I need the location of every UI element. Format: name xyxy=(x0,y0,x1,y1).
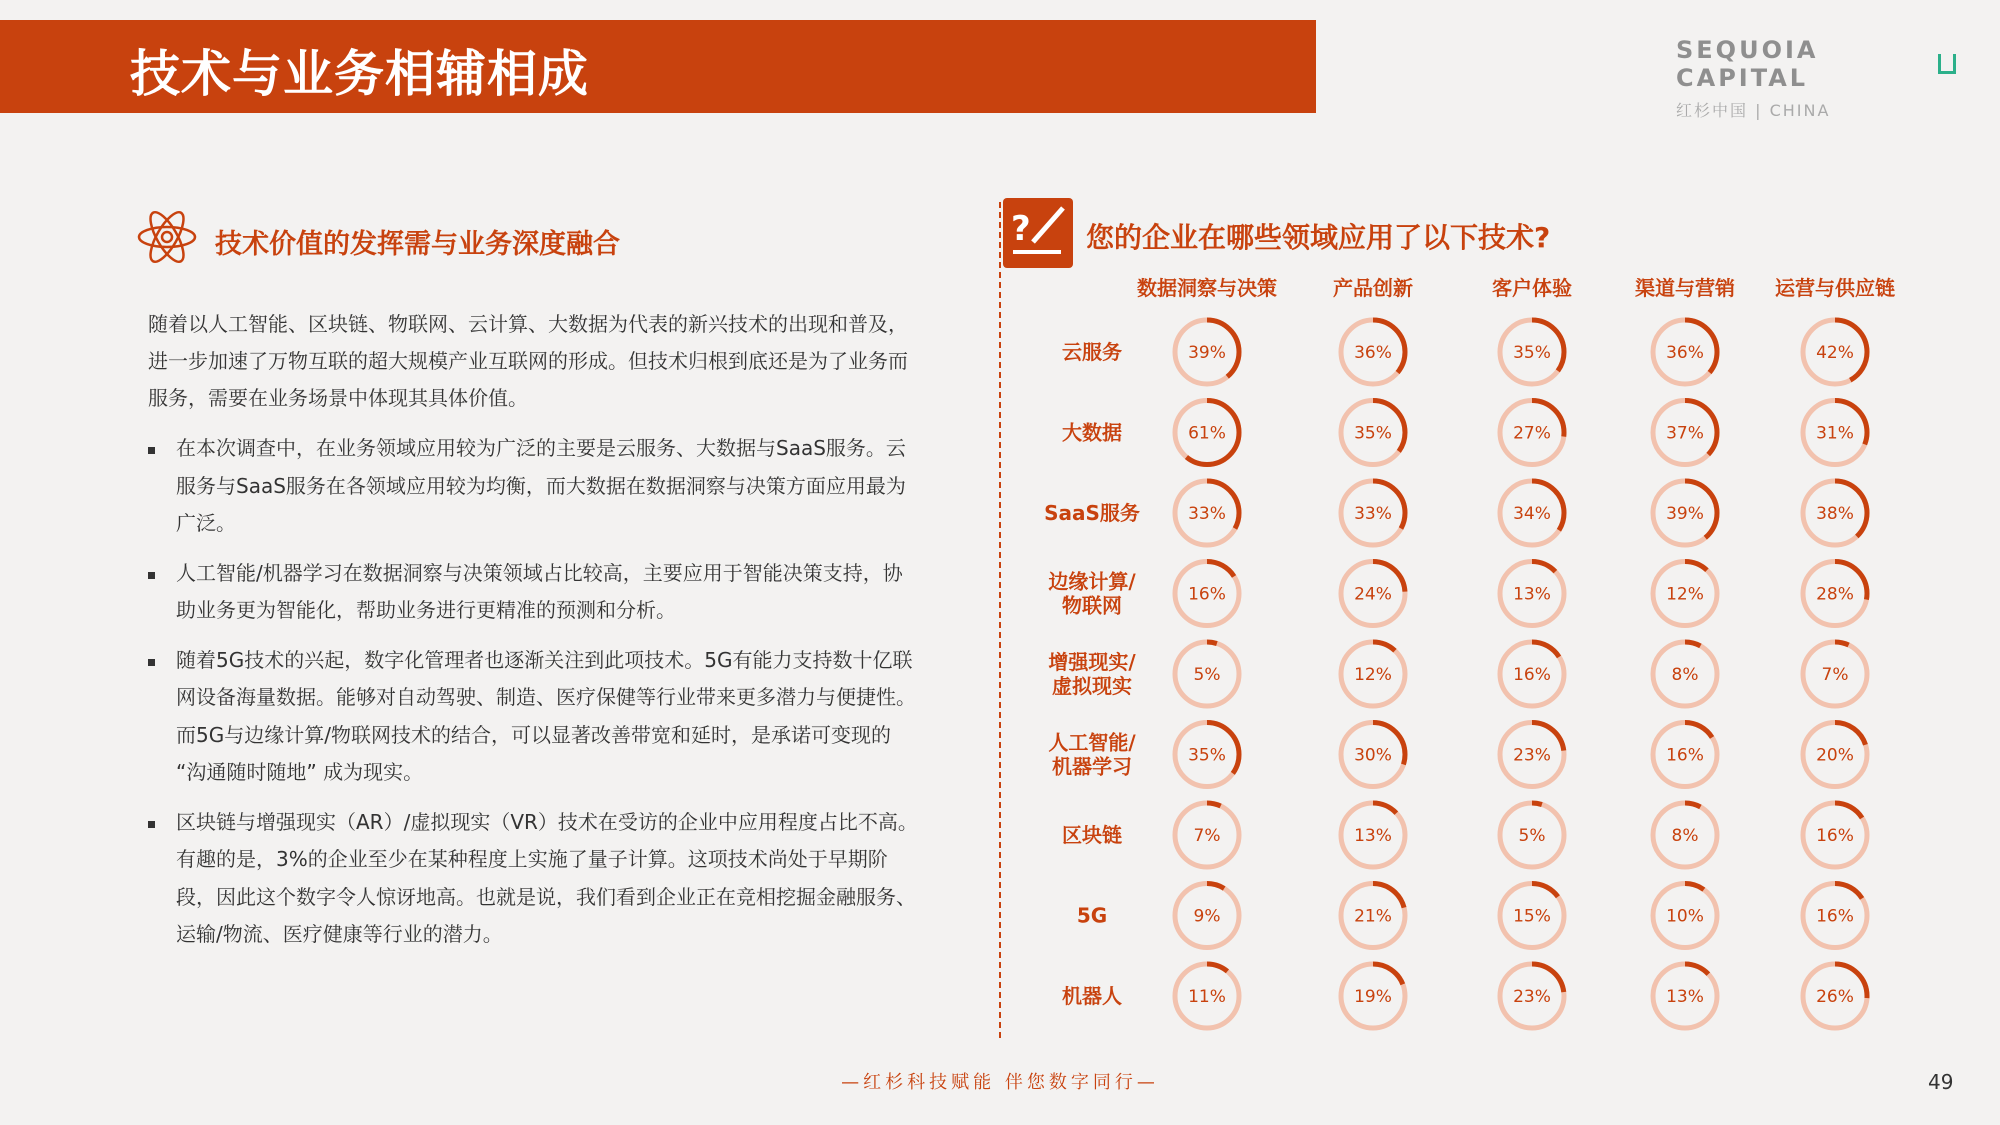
column-header: 渠道与营销 xyxy=(1635,276,1735,300)
row-label: 人工智能/ xyxy=(1048,730,1136,755)
donut-value-label: 10% xyxy=(1666,906,1704,927)
donut-value-label: 37% xyxy=(1666,423,1704,444)
donut-value-label: 16% xyxy=(1513,665,1551,685)
donut-value-label: 23% xyxy=(1513,745,1551,766)
atom-icon xyxy=(136,206,198,268)
donut-value-label: 12% xyxy=(1666,584,1704,605)
row-label: 增强现实/ xyxy=(1048,650,1136,674)
column-header: 数据洞察与决策 xyxy=(1137,276,1277,300)
row-label: 大数据 xyxy=(1062,420,1122,445)
donut-value-label: 24% xyxy=(1354,584,1392,605)
bullet-text: 随着5G技术的兴起，数字化管理者也逐渐关注到此项技术。5G有能力支持数十亿联网设备海量数据。能够对自动驾驶、制造、医疗保健等行业带来更多潜力与便捷性。而5G与边缘计算/物联网技术的结合，可以显著改善带宽和延时，是承诺可变现的 “沟通随时随地” 成为现实。 xyxy=(176,647,916,784)
row-label: 虚拟现实 xyxy=(1052,674,1132,698)
donut-value-label: 7% xyxy=(1821,665,1849,685)
donut-value-label: 19% xyxy=(1354,987,1392,1007)
donut-value-label: 35% xyxy=(1354,423,1392,444)
donut-value-label: 30% xyxy=(1354,745,1392,766)
chart-question: 您的企业在哪些领域应用了以下技术? xyxy=(1086,221,1551,254)
bullet-text: 人工智能/机器学习在数据洞察与决策领域占比较高，主要应用于智能决策支持，协助业务更为智能化，帮助业务进行更精准的预测和分析。 xyxy=(176,560,903,622)
svg-text:?: ? xyxy=(1011,209,1031,249)
donut-value-label: 61% xyxy=(1188,423,1226,444)
bullet-text: 区块链与增强现实（AR）/虚拟现实（VR）技术在受访的企业中应用程度占比不高。有趣的是，3%的企业至少在某种程度上实施了量子计算。这项技术尚处于早期阶段，因此这个数字令人惊讶地高。也就是说，我们看到企业正在竞相挖掘金融服务、运输/物流、医疗健康等行业的潜力。 xyxy=(176,809,918,946)
bullet-item xyxy=(148,555,918,630)
donut-value-label: 13% xyxy=(1666,987,1704,1007)
donut-value-label: 21% xyxy=(1354,906,1392,927)
donut-value-label: 31% xyxy=(1816,423,1854,444)
donut-value-label: 27% xyxy=(1513,423,1551,444)
donut-value-label: 13% xyxy=(1354,826,1392,846)
donut-value-label: 33% xyxy=(1354,504,1392,524)
row-label: 物联网 xyxy=(1062,593,1122,618)
bullet-item xyxy=(148,642,918,792)
dashed-divider xyxy=(999,202,1001,1038)
bullet-item xyxy=(148,430,918,543)
intro-paragraph: 随着以人工智能、区块链、物联网、云计算、大数据为代表的新兴技术的出现和普及，进一步加速了万物互联的超大规模产业互联网的形成。但技术归根到底还是为了业务而服务，需要在业务场景中体现其具体价值。 xyxy=(148,312,908,410)
donut-value-label: 7% xyxy=(1193,826,1221,846)
page-number: 49 xyxy=(1928,1070,1954,1094)
row-label: 边缘计算/ xyxy=(1048,569,1136,594)
donut-value-label: 35% xyxy=(1188,745,1226,766)
bullet-marker xyxy=(148,447,155,454)
row-label: 机器学习 xyxy=(1052,754,1132,779)
logo-name: SEQUOIA CAPITAL xyxy=(1676,36,1819,92)
donut-value-label: 16% xyxy=(1188,584,1226,605)
logo-mark-icon xyxy=(1938,54,1956,74)
donut-value-label: 12% xyxy=(1354,665,1392,685)
donut-value-label: 13% xyxy=(1513,584,1551,605)
bullet-marker xyxy=(148,572,155,579)
sequoia-logo xyxy=(1676,36,1956,121)
donut-value-label: 8% xyxy=(1671,665,1699,685)
page-title: 技术与业务相辅相成 xyxy=(130,45,589,103)
donut-value-label: 16% xyxy=(1816,826,1854,846)
donut-value-label: 8% xyxy=(1671,826,1699,846)
row-label: 云服务 xyxy=(1062,340,1122,364)
donut-value-label: 39% xyxy=(1188,343,1226,363)
donut-value-label: 20% xyxy=(1816,745,1854,766)
donut-value-label: 42% xyxy=(1816,343,1854,363)
donut-value-label: 35% xyxy=(1513,343,1551,363)
column-header: 客户体验 xyxy=(1492,276,1572,300)
column-header: 产品创新 xyxy=(1333,276,1413,300)
donut-value-label: 28% xyxy=(1816,584,1854,605)
donut-value-label: 39% xyxy=(1666,504,1704,524)
row-label: 区块链 xyxy=(1062,823,1122,847)
footer-tagline: —红杉科技赋能 伴您数字同行— xyxy=(841,1072,1159,1093)
row-label: 5G xyxy=(1076,903,1108,928)
donut-value-label: 36% xyxy=(1354,343,1392,363)
donut-value-label: 16% xyxy=(1816,906,1854,927)
donut-value-label: 34% xyxy=(1513,504,1551,524)
section-heading: 技术价值的发挥需与业务深度融合 xyxy=(215,229,620,260)
bullet-marker xyxy=(148,659,155,666)
donut-value-label: 33% xyxy=(1188,504,1226,524)
column-header: 运营与供应链 xyxy=(1775,276,1895,300)
row-label: SaaS服务 xyxy=(1044,501,1140,525)
bullet-list xyxy=(148,430,918,966)
bullet-text: 在本次调查中，在业务领域应用较为广泛的主要是云服务、大数据与SaaS服务。云服务与SaaS服务在各领域应用较为均衡，而大数据在数据洞察与决策方面应用最为广泛。 xyxy=(176,436,906,535)
donut-value-label: 11% xyxy=(1188,987,1226,1007)
question-pen-icon xyxy=(1003,198,1073,268)
bullet-item xyxy=(148,804,918,954)
donut-value-label: 26% xyxy=(1816,987,1854,1007)
bullet-marker xyxy=(148,821,155,828)
donut-value-label: 16% xyxy=(1666,745,1704,766)
donut-value-label: 5% xyxy=(1193,665,1221,685)
donut-value-label: 9% xyxy=(1193,906,1221,927)
donut-value-label: 23% xyxy=(1513,987,1551,1007)
donut-value-label: 36% xyxy=(1666,343,1704,363)
donut-value-label: 15% xyxy=(1513,906,1551,927)
donut-matrix-chart xyxy=(1010,270,1910,1040)
logo-sub: 红杉中国 | CHINA xyxy=(1676,101,1831,120)
donut-value-label: 5% xyxy=(1518,826,1546,846)
row-label: 机器人 xyxy=(1062,984,1122,1008)
donut-value-label: 38% xyxy=(1816,504,1854,524)
